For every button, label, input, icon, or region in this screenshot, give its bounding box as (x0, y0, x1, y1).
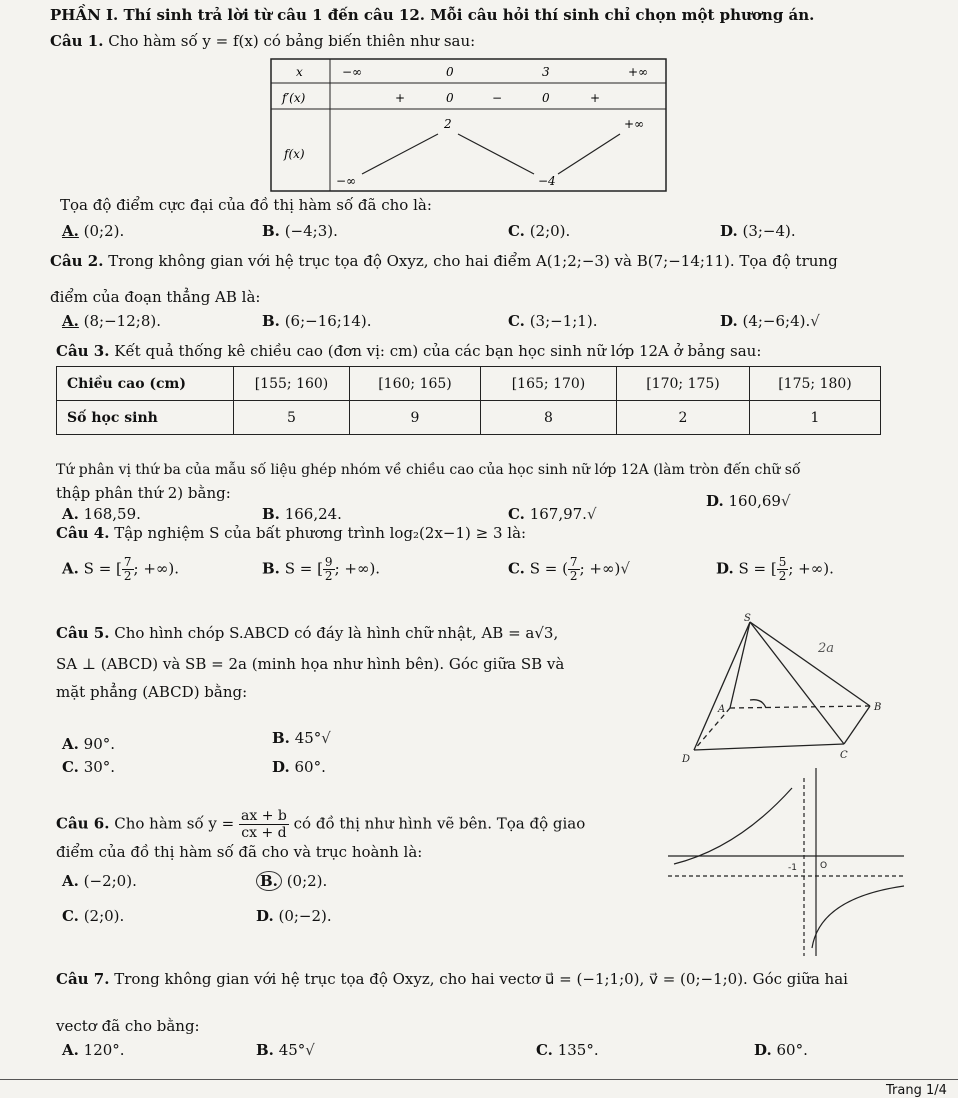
question-2 (50, 252, 838, 270)
edge-sb (750, 622, 870, 706)
fraction: $\frac{ax + b}{cx + d}$ (241, 808, 287, 841)
footer-divider (0, 1079, 958, 1080)
vertex-a-label: A (718, 704, 726, 715)
question-3 (56, 342, 761, 360)
q7-option-b[interactable]: B. 45°√ (256, 1041, 315, 1059)
question-3-line1: Tứ phân vị thứ ba của mẫu số liệu ghép nhóm về chiều cao của học sinh nữ lớp 12A (làm tròn đến chữ số (56, 462, 801, 478)
question-4-label: Câu 4. (56, 524, 110, 542)
edge-dc (694, 744, 844, 750)
q4-option-b[interactable]: B. S = [ $\frac{9}{2}$ ; +∞). (262, 555, 381, 583)
vt-x-label: x (296, 65, 303, 79)
q2-option-b[interactable]: B. (6;−16;14). (262, 312, 372, 330)
question-3-label: Câu 3. (56, 342, 110, 360)
question-4 (56, 524, 526, 542)
q1-option-c[interactable]: C. (2;0). (508, 222, 571, 240)
q2-option-d[interactable]: D. (4;−6;4).√ (720, 312, 820, 330)
freq-cell: [155; 160) (234, 367, 350, 401)
q1-option-a[interactable]: A. (0;2). (62, 222, 125, 240)
section-header: PHẦN I. Thí sinh trả lời từ câu 1 đến câu 12. Mỗi câu hỏi thí sinh chỉ chọn một phương án. (50, 6, 815, 24)
freq-cell: [175; 180) (750, 367, 881, 401)
vt-x-plus-inf: +∞ (628, 65, 649, 79)
vertex-b-label: B (874, 702, 882, 713)
q3-option-d[interactable]: D. 160,69√ (706, 492, 791, 510)
freq-cell: 2 (617, 401, 750, 435)
q7-option-c[interactable]: C. 135°. (536, 1041, 599, 1059)
question-4-text: Tập nghiệm S của bất phương trình log₂(2x−1) ≥ 3 là: (114, 524, 527, 542)
q3-option-c[interactable]: C. 167,97.√ (508, 505, 597, 523)
question-3-line2: thập phân thứ 2) bằng: (56, 484, 231, 502)
freq-cell: 5 (234, 401, 350, 435)
frequency-table (56, 366, 881, 435)
question-5-line3: mặt phẳng (ABCD) bằng: (56, 683, 248, 701)
freq-header-count: Số học sinh (57, 401, 234, 435)
question-7-line2: vectơ đã cho bằng: (56, 1017, 200, 1035)
freq-cell: 9 (350, 401, 481, 435)
check-mark-icon: √ (620, 559, 630, 578)
q3-option-b[interactable]: B. 166,24. (262, 505, 342, 523)
q2-option-c[interactable]: C. (3;−1;1). (508, 312, 598, 330)
question-6-post: có đồ thị như hình vẽ bên. Tọa độ giao (293, 814, 586, 833)
q6-option-b[interactable]: B. (0;2). (256, 872, 327, 890)
question-1 (50, 32, 475, 50)
question-5-line1: Cho hình chóp S.ABCD có đáy là hình chữ nhật, AB = a√3, (114, 624, 559, 642)
question-7 (56, 970, 848, 988)
fraction: $\frac{9}{2}$ (324, 555, 333, 583)
question-1-prompt: Tọa độ điểm cực đại của đồ thị hàm số đã cho là: (60, 196, 432, 214)
q3-option-a[interactable]: A. 168,59. (62, 505, 141, 523)
vt-x-minus-inf: −∞ (342, 65, 363, 79)
vt-f-min: −4 (538, 174, 556, 188)
check-mark-icon: √ (305, 1041, 315, 1059)
q4-option-a[interactable]: A. S = [ $\frac{7}{2}$ ; +∞). (62, 555, 180, 583)
vt-arrow-up2 (558, 134, 620, 174)
vt-fprime-label: f′(x) (282, 91, 306, 105)
freq-header-height: Chiều cao (cm) (57, 367, 234, 401)
question-2-line2: điểm của đoạn thẳng AB là: (50, 288, 261, 306)
vertex-d-label: D (682, 754, 691, 764)
fraction: $\frac{7}{2}$ (569, 555, 578, 583)
handwritten-note: 2a (818, 641, 835, 656)
vt-f-label: f(x) (284, 147, 305, 161)
vt-arrow-down (458, 134, 534, 174)
pyramid-figure (672, 612, 894, 764)
q5-option-d[interactable]: D. 60°. (272, 758, 326, 776)
freq-cell: [165; 170) (481, 367, 617, 401)
freq-row-count (57, 401, 881, 435)
vt-f-minus-inf: −∞ (336, 174, 357, 188)
q6-option-c[interactable]: C. (2;0). (62, 907, 125, 925)
edge-sa (730, 622, 750, 708)
fraction: $\frac{7}{2}$ (123, 555, 132, 583)
q1-option-d[interactable]: D. (3;−4). (720, 222, 796, 240)
question-5 (56, 624, 558, 642)
freq-cell: [170; 175) (617, 367, 750, 401)
q7-option-d[interactable]: D. 60°. (754, 1041, 808, 1059)
q5-option-b[interactable]: B. 45°√ (272, 729, 331, 747)
question-6-label: Câu 6. (56, 814, 110, 833)
right-branch (812, 886, 904, 948)
variation-table (270, 58, 667, 192)
question-6-line2: điểm của đồ thị hàm số đã cho và trục hoành là: (56, 843, 423, 861)
origin-label: O (820, 861, 828, 871)
check-mark-icon: √ (321, 729, 331, 747)
vt-f-max: 2 (444, 117, 452, 131)
q6-option-a[interactable]: A. (−2;0). (62, 872, 137, 890)
page-number: Trang 1/4 (886, 1083, 947, 1098)
vt-fprime-zero2: 0 (542, 91, 550, 105)
vertex-c-label: C (840, 750, 848, 761)
q1-option-b[interactable]: B. (−4;3). (262, 222, 338, 240)
question-5-line2: SA ⊥ (ABCD) và SB = 2a (minh họa như hình bên). Góc giữa SB và (56, 655, 565, 673)
question-7-label: Câu 7. (56, 970, 110, 988)
edge-cb (844, 706, 870, 744)
question-2-line1: Trong không gian với hệ trục tọa độ Oxyz, cho hai điểm A(1;2;−3) và B(7;−14;11). Tọa độ trung (108, 252, 838, 270)
edge-ab (730, 706, 870, 708)
vt-x-3: 3 (542, 65, 550, 79)
q4-option-c[interactable]: C. S = ( $\frac{7}{2}$ ; +∞)√ (508, 555, 630, 583)
left-branch (674, 788, 792, 864)
vt-fprime-plus2: + (590, 91, 601, 105)
freq-cell: [160; 165) (350, 367, 481, 401)
edge-sd (694, 622, 750, 750)
question-1-text: Cho hàm số y = f(x) có bảng biến thiên như sau: (108, 32, 476, 50)
vt-f-plus-inf: +∞ (624, 117, 645, 131)
check-mark-icon: √ (586, 505, 597, 523)
q7-option-a[interactable]: A. 120°. (62, 1041, 125, 1059)
question-7-line1: Trong không gian với hệ trục tọa độ Oxyz, cho hai vectơ u⃗ = (−1;1;0), v⃗ = (0;−1;0). Góc giữa hai (114, 970, 848, 988)
freq-row-height (57, 367, 881, 401)
vt-arrow-up1 (362, 134, 438, 174)
question-2-label: Câu 2. (50, 252, 104, 270)
q5-option-a[interactable]: A. 90°. (62, 735, 116, 753)
function-graph (668, 768, 908, 958)
angle-arc (750, 700, 766, 708)
q6-option-d[interactable]: D. (0;−2). (256, 907, 332, 925)
question-1-label: Câu 1. (50, 32, 104, 50)
check-mark-icon: √ (780, 492, 791, 510)
vt-x-0: 0 (446, 65, 454, 79)
q5-option-c[interactable]: C. 30°. (62, 758, 116, 776)
freq-cell: 1 (750, 401, 881, 435)
check-mark-icon: √ (810, 312, 820, 330)
question-5-label: Câu 5. (56, 624, 110, 642)
q4-option-d[interactable]: D. S = [ $\frac{5}{2}$ ; +∞). (716, 555, 834, 583)
freq-cell: 8 (481, 401, 617, 435)
vt-fprime-plus1: + (395, 91, 406, 105)
question-6-pre: Cho hàm số y = (114, 814, 235, 833)
vt-fprime-minus: − (492, 91, 503, 105)
question-6 (56, 808, 585, 841)
question-3-text: Kết quả thống kê chiều cao (đơn vị: cm) của các bạn học sinh nữ lớp 12A ở bảng sau: (114, 342, 762, 360)
vt-fprime-zero1: 0 (446, 91, 454, 105)
tick-label-minus1: -1 (788, 863, 797, 873)
vertex-s-label: S (744, 613, 751, 624)
q2-option-a[interactable]: A. (8;−12;8). (62, 312, 161, 330)
fraction: $\frac{5}{2}$ (778, 555, 787, 583)
